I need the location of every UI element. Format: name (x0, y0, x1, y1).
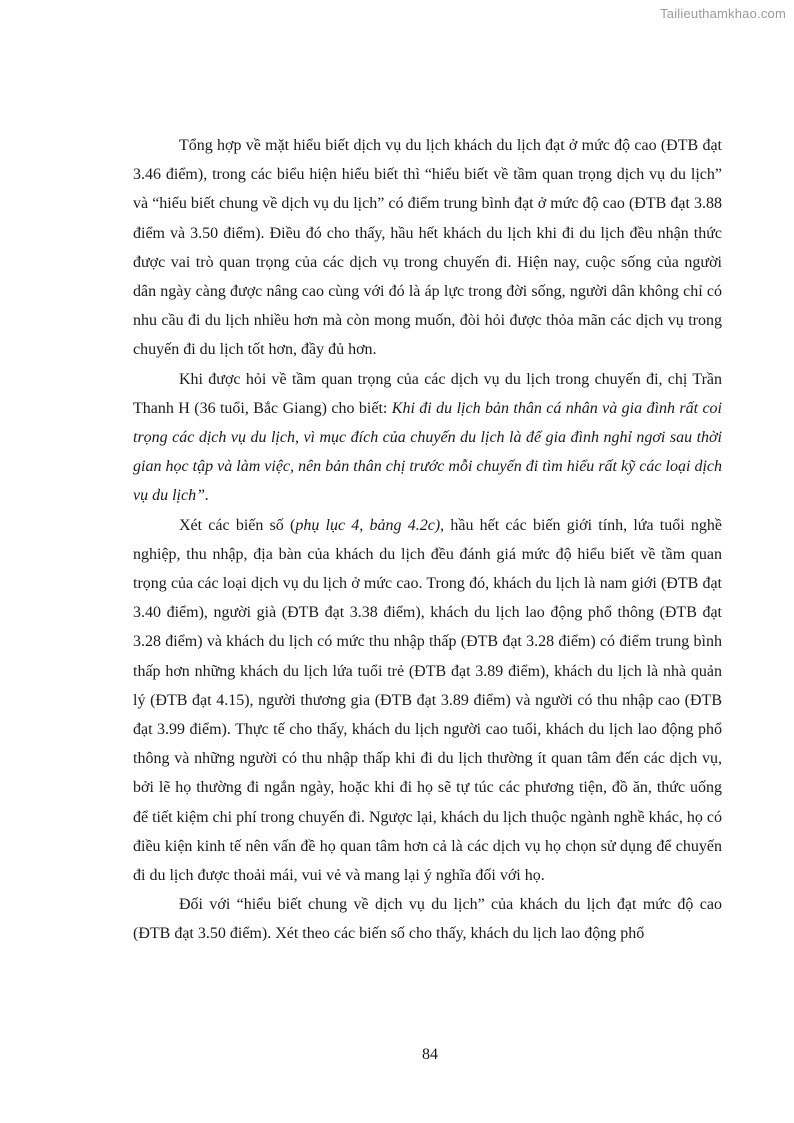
analysis-text-start: Xét các biến số ( (179, 516, 296, 534)
quote-intro-text: Khi được hỏi về tầm quan trọng của các dịch vụ du lịch trong chuyến đi, chị Trần Thanh H (36 tuổi, Bắc Giang) cho biết: (133, 370, 722, 417)
site-watermark: Tailieuthamkhao.com (660, 6, 786, 21)
appendix-reference: phụ lục 4, bảng 4.2c) (295, 516, 441, 534)
paragraph-general-knowledge: Đối với “hiểu biết chung về dịch vụ du lịch” của khách du lịch đạt mức độ cao (ĐTB đạt 3.50 điểm). Xét theo các biến số cho thấy, khách du lịch lao động phổ (133, 896, 722, 943)
paragraph-summary: Tổng hợp về mặt hiểu biết dịch vụ du lịch khách du lịch đạt ở mức độ cao (ĐTB đạt 3.46 điểm), trong các biểu hiện hiểu biết thì “hiểu biết về tầm quan trọng dịch vụ du lịch” và “hiểu biết chung về dịch vụ du lịch” có điểm trung bình đạt ở mức độ cao (ĐTB đạt 3.88 điểm và 3.50 điểm). Điều đó cho thấy, hầu hết khách du lịch khi đi du lịch đều nhận thức được vai trò quan trọng của các dịch vụ trong chuyến đi. Hiện nay, cuộc sống của người dân ngày càng được nâng cao cùng với đó là áp lực trong đời sống, người dân không chỉ có nhu cầu đi du lịch nhiều hơn mà còn mong muốn, đòi hỏi được thỏa mãn các dịch vụ trong chuyến đi du lịch tốt hơn, đầy đủ hơn. (133, 137, 722, 359)
paragraph-variables-analysis (133, 511, 722, 891)
page-number: 84 (422, 1046, 438, 1063)
paragraph-interview-quote (133, 365, 722, 511)
quote-italic-text: Khi đi du lịch bản thân cá nhân và gia đình rất coi trọng các dịch vụ du lịch, vì mục đích của chuyến du lịch là để gia đình nghỉ ngơi sau thời gian học tập và làm việc, nên bản thân chị trước mỗi chuyến đi tìm hiểu rất kỹ các loại dịch vụ du lịch”. (133, 399, 723, 505)
document-body (133, 131, 722, 949)
analysis-text-rest: , hầu hết các biến giới tính, lứa tuổi nghề nghiệp, thu nhập, địa bàn của khách du lịch đều đánh giá mức độ hiểu biết về tầm quan trọng của các loại dịch vụ du lịch ở mức cao. Trong đó, khách du lịch là nam giới (ĐTB đạt 3.40 điểm), người già (ĐTB đạt 3.38 điểm), khách du lịch lao động phổ thông (ĐTB đạt 3.28 điểm) và khách du lịch có mức thu nhập thấp (ĐTB đạt 3.28 điểm) có điểm trung bình thấp hơn những khách du lịch lứa tuổi trẻ (ĐTB đạt 3.89 điểm), khách du lịch là nhà quản lý (ĐTB đạt 4.15), người thương gia (ĐTB đạt 3.89 điểm) và người có thu nhập cao (ĐTB đạt 3.99 điểm). Thực tế cho thấy, khách du lịch người cao tuổi, khách du lịch lao động phổ thông và những người có thu nhập thấp khi đi du lịch thường ít quan tâm đến các dịch vụ, bởi lẽ họ thường đi ngắn ngày, hoặc khi đi họ sẽ tự túc các phương tiện, đồ ăn, thức uống để tiết kiệm chi phí trong chuyến đi. Ngược lại, khách du lịch thuộc ngành nghề khác, họ có điều kiện kinh tế nên vấn đề họ quan tâm hơn cả là các dịch vụ họ chọn sử dụng để chuyến đi du lịch được thoải mái, vui vẻ và mang lại ý nghĩa đối với họ. (133, 516, 722, 885)
